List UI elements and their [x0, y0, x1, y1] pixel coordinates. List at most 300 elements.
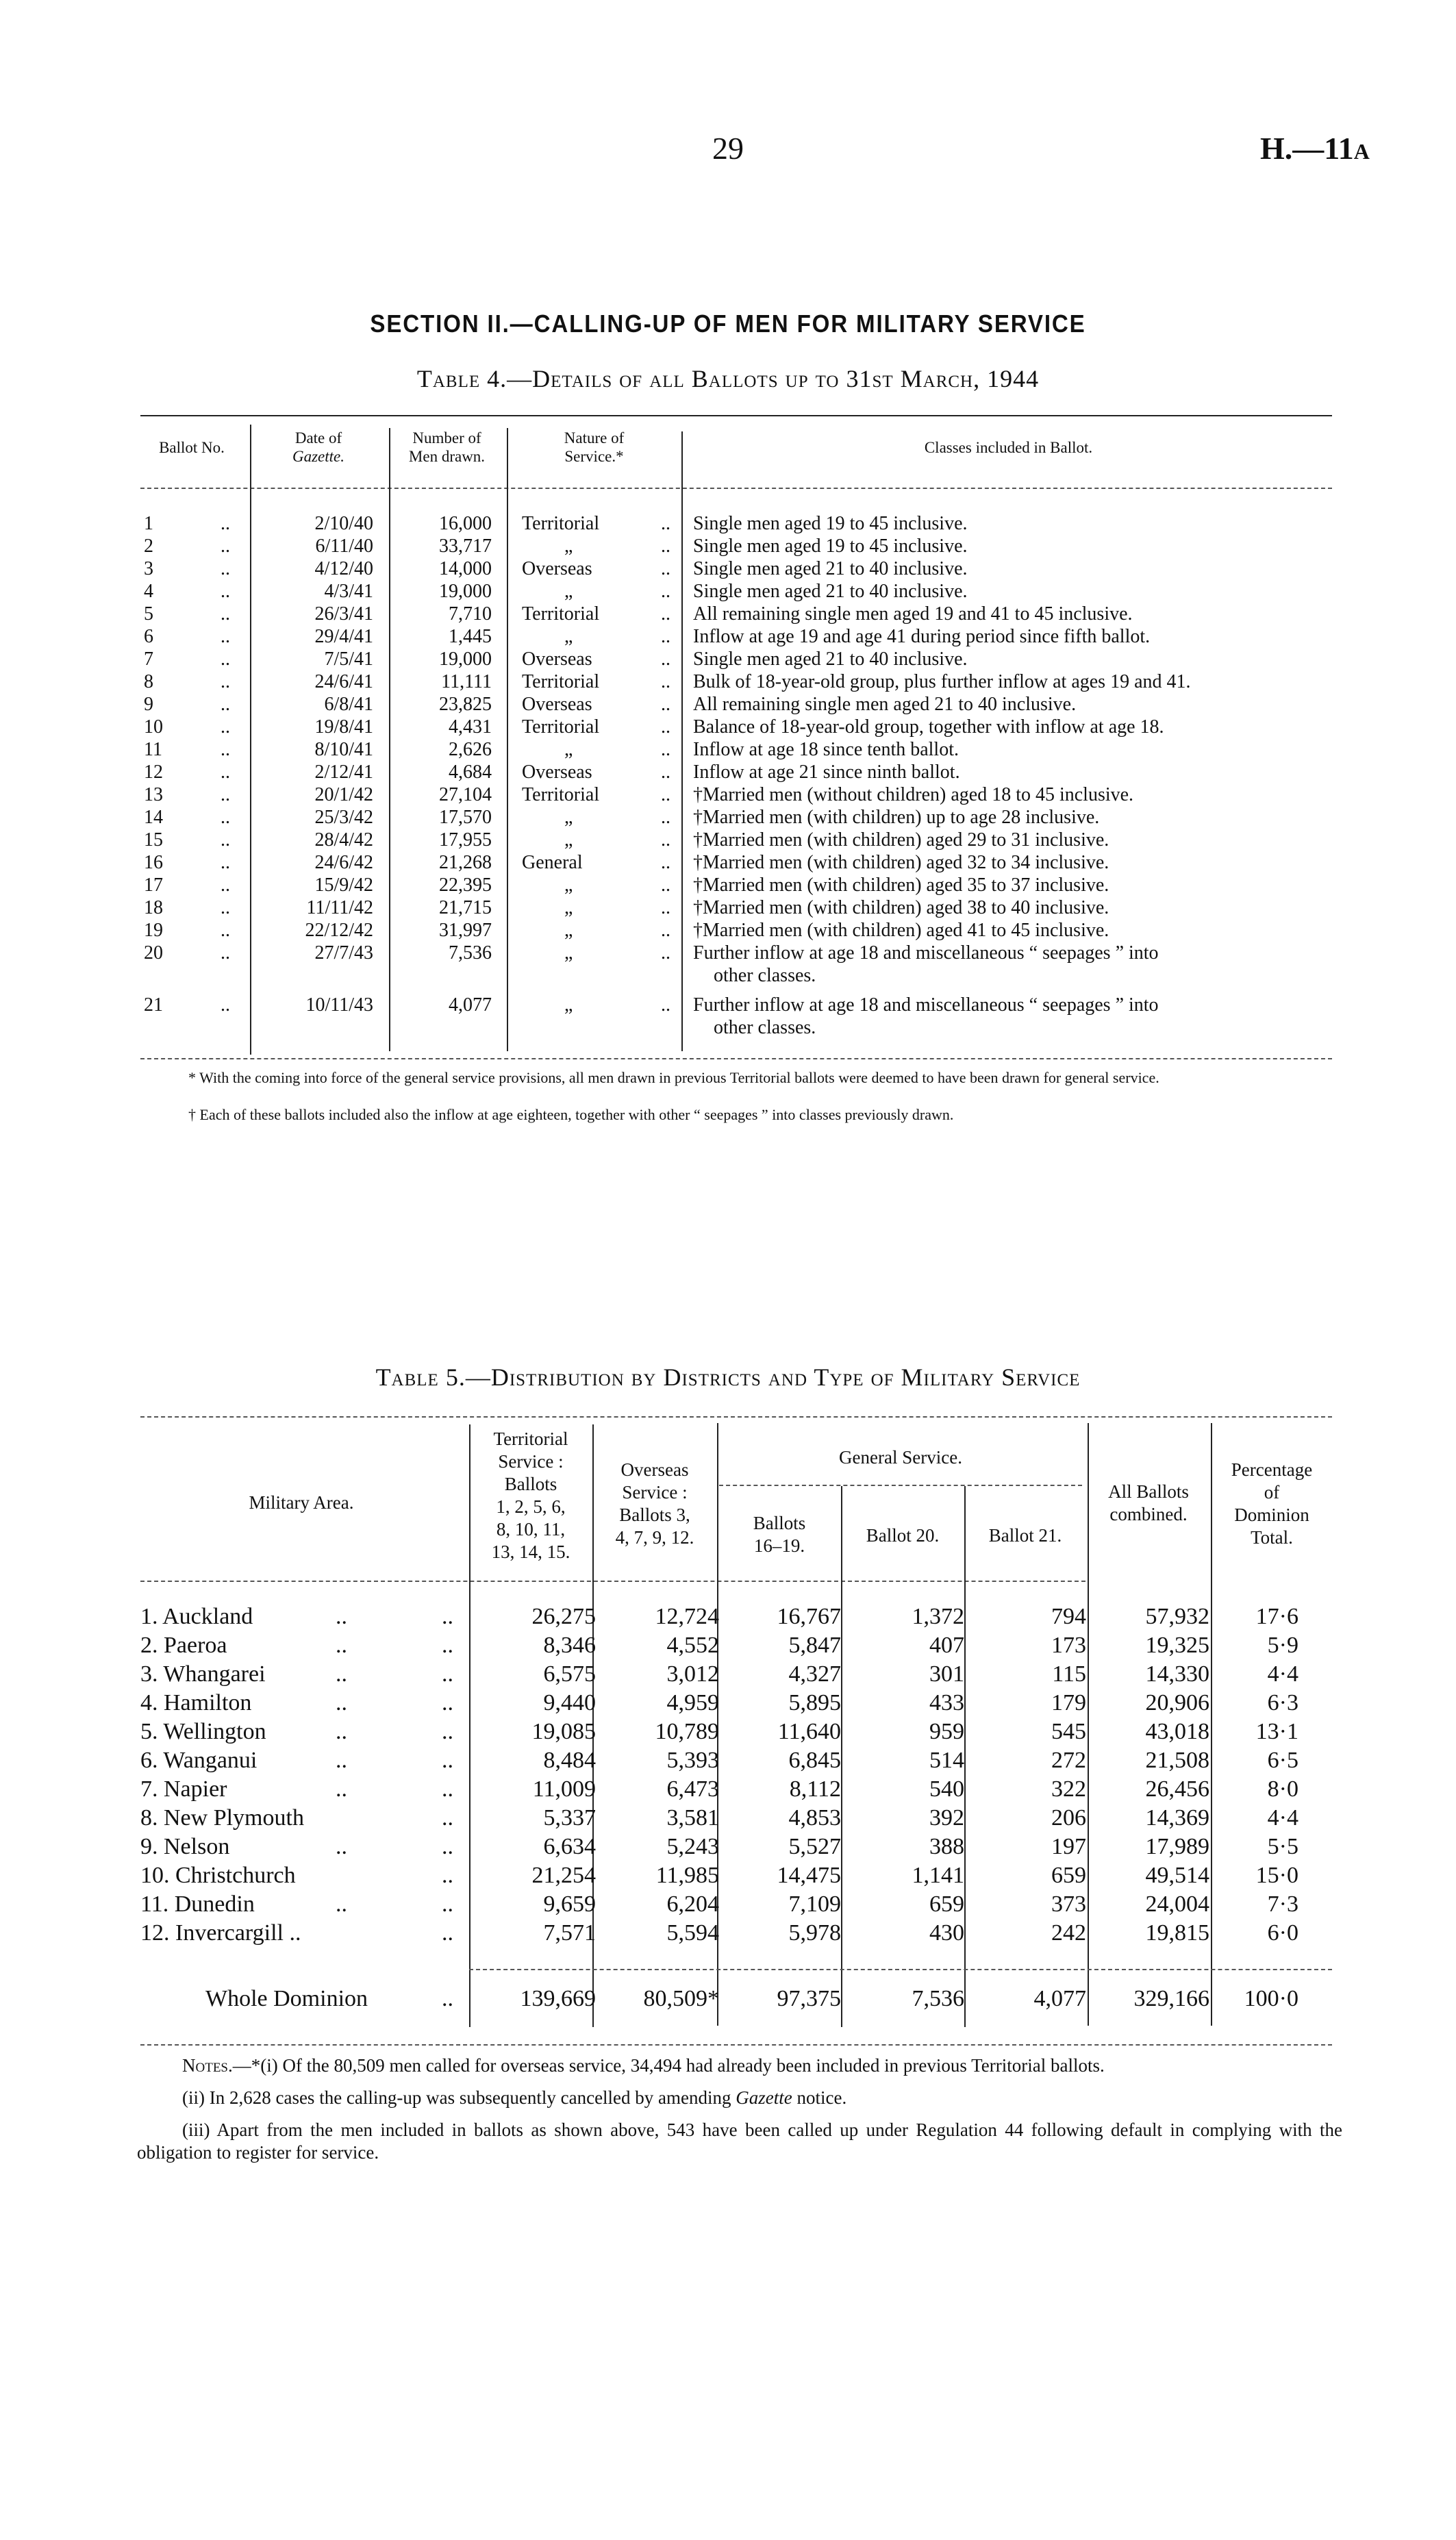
ballots-16-19-value: 5,978: [788, 1920, 841, 1946]
ballot-20-value: 540: [929, 1776, 964, 1802]
leader-dots: ..: [221, 603, 230, 625]
header-line: Ballots: [753, 1513, 806, 1533]
percentage-value: 4·4: [1267, 1661, 1298, 1687]
table4-header-date: [253, 429, 384, 466]
territorial-value: 19,085: [531, 1719, 596, 1744]
table4-row: [0, 603, 1456, 625]
men-drawn: 4,431: [449, 716, 492, 738]
classes-text: Single men aged 19 to 45 inclusive.: [693, 513, 968, 534]
ballot-number: 20: [144, 942, 163, 964]
leader-dots: ..: [221, 829, 230, 851]
gazette-date: 11/11/42: [306, 897, 373, 918]
ballot-21-value: 322: [1051, 1776, 1086, 1802]
table4-header-rule: [140, 488, 1332, 489]
leader-dots: ..: [221, 994, 230, 1016]
overseas-value: 3,581: [666, 1805, 719, 1831]
gazette-date: 26/3/41: [314, 603, 373, 625]
all-ballots-value: 43,018: [1145, 1719, 1209, 1744]
total-overseas: 80,509*: [643, 1986, 719, 2011]
table5-row: [0, 1919, 1456, 1948]
ballot-21-value: 173: [1051, 1633, 1086, 1658]
leader-dots: ..: [221, 762, 230, 783]
all-ballots-value: 57,932: [1145, 1604, 1209, 1629]
table5-header-overseas: [593, 1459, 716, 1549]
leader-dots: ..: [221, 920, 230, 941]
table5-header-general-service: General Service.: [839, 1447, 962, 1468]
header-line: All Ballots: [1108, 1481, 1189, 1502]
ballot-number: 19: [144, 920, 163, 941]
classes-text: †Married men (with children) aged 41 to 45 inclusive.: [693, 920, 1109, 941]
leader-dots: ..: [221, 536, 230, 557]
ballot-number: 13: [144, 784, 163, 805]
document-reference-suffix: A: [1353, 139, 1370, 164]
overseas-value: 12,724: [655, 1604, 719, 1629]
table5-row: [0, 1775, 1456, 1804]
ballot-number: 15: [144, 829, 163, 851]
note-text: notice.: [792, 2087, 847, 2108]
leader-dots: ..: [336, 1776, 347, 1802]
classes-included: [693, 874, 1351, 896]
service-nature: „: [564, 920, 573, 941]
page-number: 29: [712, 131, 744, 166]
ballot-20-value: 407: [929, 1633, 964, 1658]
classes-text: †Married men (with children) aged 35 to 37 inclusive.: [693, 875, 1109, 896]
header-line: Ballots: [504, 1474, 557, 1494]
table4-row: [0, 919, 1456, 942]
ballot-number: 5: [144, 603, 153, 625]
table5-header-ballot-21: Ballot 21.: [988, 1525, 1062, 1546]
gazette-date: 22/12/42: [305, 920, 373, 941]
classes-included: [693, 994, 1351, 1039]
leader-dots: ..: [661, 942, 670, 964]
territorial-value: 11,009: [532, 1776, 596, 1802]
percentage-value: 6·5: [1267, 1748, 1298, 1773]
gazette-date: 6/8/41: [324, 694, 373, 715]
percentage-value: 7·3: [1267, 1891, 1298, 1917]
gazette-date: 24/6/42: [314, 852, 373, 873]
classes-text: †Married men (with children) aged 29 to 31 inclusive.: [693, 829, 1109, 851]
service-nature: „: [564, 581, 573, 602]
table5-header-all-ballots: [1088, 1481, 1209, 1526]
table5-header-ballots-16-19: [719, 1512, 840, 1557]
classes-text: Single men aged 21 to 40 inclusive.: [693, 649, 968, 670]
classes-text: Single men aged 21 to 40 inclusive.: [693, 558, 968, 579]
leader-dots: ..: [661, 581, 670, 602]
table5-row: [0, 1890, 1456, 1919]
table5-row: [0, 1602, 1456, 1631]
overseas-value: 5,393: [666, 1748, 719, 1773]
military-area: 12. Invercargill ..: [140, 1920, 301, 1946]
header-line: 16–19.: [753, 1535, 805, 1556]
service-nature: Overseas: [522, 558, 592, 579]
ballot-20-value: 301: [929, 1661, 964, 1687]
classes-text: Balance of 18-year-old group, together with inflow at age 18.: [693, 716, 1164, 738]
men-drawn: 4,077: [449, 994, 492, 1016]
gazette-date: 20/1/42: [314, 784, 373, 805]
territorial-value: 8,346: [543, 1633, 596, 1658]
leader-dots: ..: [336, 1604, 347, 1629]
ballot-number: 10: [144, 716, 163, 738]
table4-row: [0, 648, 1456, 670]
gazette-date: 15/9/42: [314, 875, 373, 896]
leader-dots: ..: [442, 1920, 453, 1946]
header-line: Service.*: [564, 448, 624, 465]
header-line: of: [1264, 1482, 1280, 1502]
table4-row: [0, 829, 1456, 851]
header-line: Men drawn.: [408, 448, 486, 465]
military-area: 1. Auckland: [140, 1604, 253, 1629]
table4-row: [0, 625, 1456, 648]
header-line: Total.: [1251, 1527, 1293, 1548]
classes-text: Bulk of 18-year-old group, plus further inflow at ages 19 and 41.: [693, 671, 1191, 692]
gazette-date: 28/4/42: [314, 829, 373, 851]
table4-header-ballot-no: Ballot No.: [159, 439, 225, 456]
classes-included: [693, 670, 1351, 693]
territorial-value: 8,484: [543, 1748, 596, 1773]
military-area: 10. Christchurch: [140, 1863, 296, 1888]
table5-notes: [137, 2054, 1342, 2174]
table4-row: [0, 557, 1456, 580]
service-nature: „: [564, 942, 573, 964]
men-drawn: 2,626: [449, 739, 492, 760]
table4-header-number: [390, 429, 503, 466]
table5-top-rule: [140, 1416, 1332, 1418]
men-drawn: 22,395: [439, 875, 492, 896]
men-drawn: 17,570: [439, 807, 492, 828]
table4-row: [0, 896, 1456, 919]
all-ballots-value: 17,989: [1145, 1834, 1209, 1859]
service-nature: Territorial: [522, 671, 600, 692]
classes-text: †Married men (with children) aged 32 to 34 inclusive.: [693, 852, 1109, 873]
leader-dots: ..: [221, 852, 230, 873]
table5-general-subrule: [719, 1485, 1082, 1486]
total-percentage: 100·0: [1244, 1986, 1298, 2011]
ballots-16-19-value: 4,327: [788, 1661, 841, 1687]
table4-header-classes: Classes included in Ballot.: [924, 439, 1093, 456]
service-nature: Overseas: [522, 649, 592, 670]
leader-dots: ..: [221, 581, 230, 602]
header-line: Territorial: [493, 1429, 568, 1449]
table5-row: [0, 1689, 1456, 1718]
total-all-ballots: 329,166: [1133, 1986, 1209, 2011]
men-drawn: 4,684: [449, 762, 492, 783]
classes-text: Inflow at age 18 since tenth ballot.: [693, 739, 959, 760]
note-text: (ii) In 2,628 cases the calling-up was subsequently cancelled by amending: [182, 2087, 736, 2108]
percentage-value: 5·5: [1267, 1834, 1298, 1859]
men-drawn: 19,000: [439, 649, 492, 670]
ballot-number: 3: [144, 558, 153, 579]
military-area: 9. Nelson: [140, 1834, 230, 1859]
leader-dots: ..: [221, 671, 230, 692]
classes-continuation: other classes.: [714, 965, 816, 986]
leader-dots: ..: [221, 739, 230, 760]
classes-included: [693, 603, 1351, 625]
classes-included: [693, 783, 1351, 806]
classes-included: [693, 716, 1351, 738]
leader-dots: ..: [221, 942, 230, 964]
table4-bottom-rule: [140, 1058, 1332, 1059]
leader-dots: ..: [442, 1719, 453, 1744]
table5-total-rule: [469, 1969, 1332, 1970]
classes-text: Single men aged 21 to 40 inclusive.: [693, 581, 968, 602]
table4-row: [0, 806, 1456, 829]
leader-dots: ..: [442, 1690, 453, 1715]
men-drawn: 7,536: [449, 942, 492, 964]
classes-included: [693, 942, 1351, 987]
leader-dots: ..: [661, 875, 670, 896]
service-nature: Territorial: [522, 513, 600, 534]
table4-row: [0, 716, 1456, 738]
header-line: Service :: [622, 1482, 688, 1502]
table5-row: [0, 1833, 1456, 1861]
table4-top-rule: [140, 415, 1332, 416]
men-drawn: 17,955: [439, 829, 492, 851]
leader-dots: ..: [221, 513, 230, 534]
all-ballots-value: 14,369: [1145, 1805, 1209, 1831]
table5-header-ballot-20: Ballot 20.: [866, 1525, 940, 1546]
total-ballots-16-19: 97,375: [777, 1986, 841, 2011]
table5-title: Table 5.—Distribution by Districts and Type of Military Service: [375, 1363, 1081, 1391]
service-nature: „: [564, 829, 573, 851]
note-text: —*(i) Of the 80,509 men called for overseas service, 34,494 had already been included in previous Territorial ballots.: [232, 2055, 1105, 2076]
classes-included: [693, 829, 1351, 851]
all-ballots-value: 14,330: [1145, 1661, 1209, 1687]
header-line: 4, 7, 9, 12.: [615, 1527, 694, 1548]
service-nature: Overseas: [522, 694, 592, 715]
service-nature: „: [564, 739, 573, 760]
table5-header-rule: [140, 1581, 1085, 1582]
ballots-16-19-value: 14,475: [777, 1863, 841, 1888]
ballot-20-value: 1,141: [912, 1863, 964, 1888]
leader-dots: ..: [442, 1661, 453, 1687]
leader-dots: ..: [221, 626, 230, 647]
percentage-value: 6·3: [1267, 1690, 1298, 1715]
ballot-21-value: 115: [1052, 1661, 1086, 1687]
service-nature: Territorial: [522, 716, 600, 738]
ballots-16-19-value: 5,847: [788, 1633, 841, 1658]
leader-dots: ..: [336, 1891, 347, 1917]
header-line: Number of: [412, 429, 481, 447]
header-line: 1, 2, 5, 6,: [496, 1496, 566, 1517]
overseas-value: 6,204: [666, 1891, 719, 1917]
leader-dots: ..: [336, 1661, 347, 1687]
header-line: Dominion: [1234, 1505, 1309, 1525]
classes-text: Further inflow at age 18 and miscellaneous “ seepages ” into: [693, 942, 1159, 964]
table5-row: [0, 1861, 1456, 1890]
leader-dots: ..: [661, 852, 670, 873]
men-drawn: 21,268: [439, 852, 492, 873]
ballot-20-value: 430: [929, 1920, 964, 1946]
table5-row: [0, 1746, 1456, 1775]
leader-dots: ..: [442, 1776, 453, 1802]
gazette-date: 25/3/42: [314, 807, 373, 828]
table4-row: [0, 512, 1456, 535]
percentage-value: 15·0: [1255, 1863, 1298, 1888]
leader-dots: ..: [336, 1719, 347, 1744]
ballot-20-value: 959: [929, 1719, 964, 1744]
ballot-number: 1: [144, 513, 153, 534]
overseas-value: 11,985: [655, 1863, 719, 1888]
overseas-value: 4,552: [666, 1633, 719, 1658]
territorial-value: 7,571: [543, 1920, 596, 1946]
service-nature: „: [564, 536, 573, 557]
gazette-date: 2/12/41: [314, 762, 373, 783]
classes-text: Single men aged 19 to 45 inclusive.: [693, 536, 968, 557]
territorial-value: 9,659: [543, 1891, 596, 1917]
percentage-value: 8·0: [1267, 1776, 1298, 1802]
classes-included: [693, 806, 1351, 829]
overseas-value: 3,012: [666, 1661, 719, 1687]
gazette-date: 29/4/41: [314, 626, 373, 647]
military-area: 2. Paeroa: [140, 1633, 227, 1658]
leader-dots: ..: [442, 1604, 453, 1629]
ballot-20-value: 433: [929, 1690, 964, 1715]
classes-text: Further inflow at age 18 and miscellaneous “ seepages ” into: [693, 994, 1159, 1016]
classes-text: †Married men (with children) aged 38 to 40 inclusive.: [693, 897, 1109, 918]
leader-dots: ..: [661, 716, 670, 738]
gazette-date: 2/10/40: [314, 513, 373, 534]
gazette-date: 24/6/41: [314, 671, 373, 692]
ballot-number: 9: [144, 694, 153, 715]
overseas-value: 4,959: [666, 1690, 719, 1715]
gazette-date: 10/11/43: [305, 994, 373, 1016]
leader-dots: ..: [661, 694, 670, 715]
classes-included: [693, 851, 1351, 874]
header-line: 13, 14, 15.: [491, 1542, 570, 1562]
territorial-value: 9,440: [543, 1690, 596, 1715]
header-line: Ballots 3,: [619, 1505, 690, 1525]
classes-included: [693, 919, 1351, 942]
ballot-20-value: 659: [929, 1891, 964, 1917]
percentage-value: 4·4: [1267, 1805, 1298, 1831]
ballot-21-value: 179: [1051, 1690, 1086, 1715]
men-drawn: 11,111: [441, 671, 492, 692]
service-nature: „: [564, 626, 573, 647]
ballots-16-19-value: 8,112: [789, 1776, 841, 1802]
leader-dots: ..: [442, 1891, 453, 1917]
leader-dots: ..: [336, 1690, 347, 1715]
all-ballots-value: 19,325: [1145, 1633, 1209, 1658]
men-drawn: 33,717: [439, 536, 492, 557]
ballot-number: 14: [144, 807, 163, 828]
document-reference: [1260, 130, 1370, 166]
table5-bottom-rule: [140, 2044, 1332, 2046]
percentage-value: 6·0: [1267, 1920, 1298, 1946]
service-nature: „: [564, 897, 573, 918]
leader-dots: ..: [661, 513, 670, 534]
territorial-value: 6,575: [543, 1661, 596, 1687]
table5-row: [0, 1804, 1456, 1833]
ballots-16-19-value: 5,895: [788, 1690, 841, 1715]
military-area: 4. Hamilton: [140, 1690, 252, 1715]
table4-row: [0, 942, 1456, 986]
overseas-value: 10,789: [655, 1719, 719, 1744]
leader-dots: ..: [442, 1986, 453, 2011]
note-2: [137, 2087, 1342, 2109]
section-title: SECTION II.—CALLING-UP OF MEN FOR MILITARY SERVICE: [370, 310, 1086, 338]
service-nature: „: [564, 875, 573, 896]
ballot-20-value: 388: [929, 1834, 964, 1859]
service-nature: Territorial: [522, 784, 600, 805]
leader-dots: ..: [661, 920, 670, 941]
all-ballots-value: 24,004: [1145, 1891, 1209, 1917]
service-nature: General: [522, 852, 583, 873]
service-nature: „: [564, 807, 573, 828]
gazette-date: 27/7/43: [314, 942, 373, 964]
leader-dots: ..: [661, 807, 670, 828]
leader-dots: ..: [442, 1633, 453, 1658]
leader-dots: ..: [661, 536, 670, 557]
header-line: Percentage: [1231, 1459, 1313, 1480]
ballot-21-value: 659: [1051, 1863, 1086, 1888]
classes-included: [693, 535, 1351, 557]
table4-row: [0, 535, 1456, 557]
notes-label: Notes.: [182, 2055, 233, 2076]
leader-dots: ..: [661, 994, 670, 1016]
military-area: 5. Wellington: [140, 1719, 266, 1744]
leader-dots: ..: [336, 1748, 347, 1773]
men-drawn: 27,104: [439, 784, 492, 805]
territorial-value: 21,254: [531, 1863, 596, 1888]
leader-dots: ..: [661, 739, 670, 760]
territorial-value: 5,337: [543, 1805, 596, 1831]
leader-dots: ..: [442, 1748, 453, 1773]
total-ballot-20: 7,536: [912, 1986, 964, 2011]
military-area: 8. New Plymouth: [140, 1805, 304, 1831]
ballot-number: 2: [144, 536, 153, 557]
table5-row: [0, 1718, 1456, 1746]
gazette-date: 8/10/41: [314, 739, 373, 760]
classes-included: [693, 580, 1351, 603]
all-ballots-value: 49,514: [1145, 1863, 1209, 1888]
leader-dots: ..: [221, 784, 230, 805]
ballots-16-19-value: 6,845: [788, 1748, 841, 1773]
table5-row: [0, 1631, 1456, 1660]
ballot-20-value: 1,372: [912, 1604, 964, 1629]
classes-continuation: other classes.: [714, 1017, 816, 1038]
percentage-value: 13·1: [1255, 1719, 1298, 1744]
classes-included: [693, 625, 1351, 648]
all-ballots-value: 21,508: [1145, 1748, 1209, 1773]
table5-header-territorial: [469, 1428, 592, 1563]
overseas-value: 6,473: [666, 1776, 719, 1802]
military-area: 3. Whangarei: [140, 1661, 266, 1687]
gazette-date: 19/8/41: [314, 716, 373, 738]
classes-text: All remaining single men aged 21 to 40 inclusive.: [693, 694, 1077, 715]
table4-row: [0, 761, 1456, 783]
leader-dots: ..: [661, 649, 670, 670]
ballot-20-value: 514: [929, 1748, 964, 1773]
men-drawn: 19,000: [439, 581, 492, 602]
ballots-16-19-value: 5,527: [788, 1834, 841, 1859]
overseas-value: 5,243: [666, 1834, 719, 1859]
all-ballots-value: 19,815: [1145, 1920, 1209, 1946]
territorial-value: 6,634: [543, 1834, 596, 1859]
leader-dots: ..: [221, 875, 230, 896]
leader-dots: ..: [661, 626, 670, 647]
territorial-value: 26,275: [531, 1604, 596, 1629]
men-drawn: 21,715: [439, 897, 492, 918]
service-nature: Territorial: [522, 603, 600, 625]
ballot-21-value: 242: [1051, 1920, 1086, 1946]
service-nature: Overseas: [522, 762, 592, 783]
leader-dots: ..: [221, 558, 230, 579]
header-line: Nature of: [564, 429, 625, 447]
gazette-date: 7/5/41: [324, 649, 373, 670]
military-area: 11. Dunedin: [140, 1891, 255, 1917]
header-line: Date of: [294, 429, 342, 447]
ballot-21-value: 197: [1051, 1834, 1086, 1859]
